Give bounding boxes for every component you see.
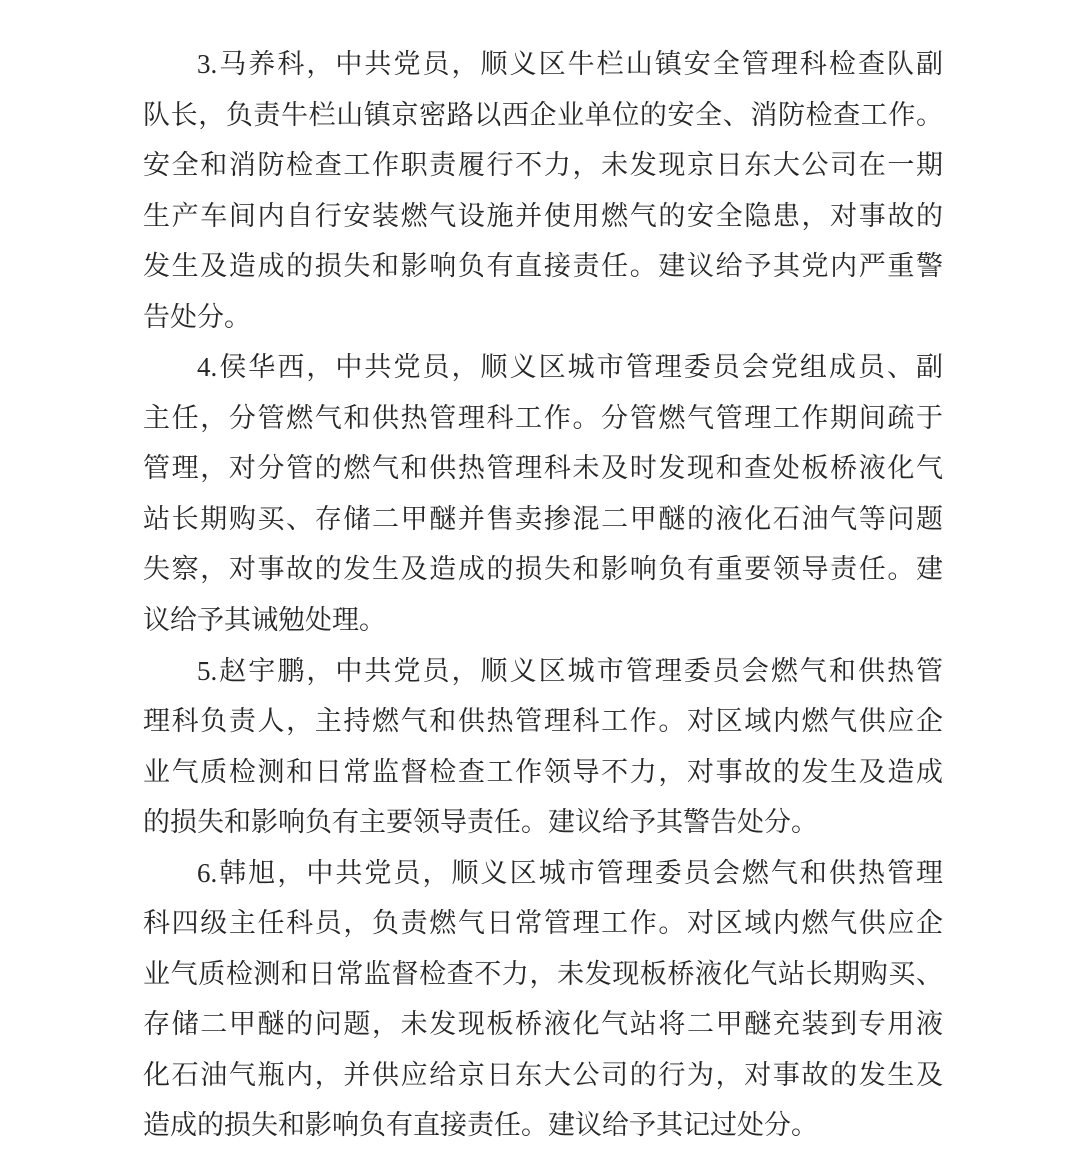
paragraph-4 bbox=[143, 342, 943, 645]
text-line: 科四级主任科员，负责燃气日常管理工作。对区域内燃气供应企 bbox=[143, 908, 943, 939]
text-line: 失察，对事故的发生及造成的损失和影响负有重要领导责任。建 bbox=[143, 554, 943, 585]
text-line: 队长，负责牛栏山镇京密路以西企业单位的安全、消防检查工作。 bbox=[143, 99, 943, 130]
text-line: 生产车间内自行安装燃气设施并使用燃气的安全隐患，对事故的 bbox=[143, 200, 943, 231]
text-line: 议给予其诫勉处理。 bbox=[143, 605, 386, 636]
text-line: 发生及造成的损失和影响负有直接责任。建议给予其党内严重警 bbox=[143, 251, 943, 282]
text-line: 化石油气瓶内，并供应给京日东大公司的行为，对事故的发生及 bbox=[143, 1059, 943, 1090]
text-line: 4.侯华西，中共党员，顺义区城市管理委员会党组成员、副 bbox=[197, 352, 943, 383]
text-line: 业气质检测和日常监督检查工作领导不力，对事故的发生及造成 bbox=[143, 756, 943, 787]
text-line: 造成的损失和影响负有直接责任。建议给予其记过处分。 bbox=[143, 1110, 818, 1141]
document-page bbox=[143, 39, 943, 1151]
text-line: 管理，对分管的燃气和供热管理科未及时发现和查处板桥液化气 bbox=[143, 453, 943, 484]
text-line: 告处分。 bbox=[143, 301, 251, 332]
text-line: 安全和消防检查工作职责履行不力，未发现京日东大公司在一期 bbox=[143, 150, 943, 181]
paragraph-5 bbox=[143, 646, 943, 848]
text-line: 业气质检测和日常监督检查不力，未发现板桥液化气站长期购买、 bbox=[143, 958, 943, 989]
text-line: 5.赵宇鹏，中共党员，顺义区城市管理委员会燃气和供热管 bbox=[197, 655, 943, 686]
text-line: 存储二甲醚的问题，未发现板桥液化气站将二甲醚充装到专用液 bbox=[143, 1009, 943, 1040]
paragraph-6 bbox=[143, 848, 943, 1151]
text-line: 的损失和影响负有主要领导责任。建议给予其警告处分。 bbox=[143, 807, 818, 838]
text-line: 3.马养科，中共党员，顺义区牛栏山镇安全管理科检查队副 bbox=[197, 49, 943, 79]
text-line: 理科负责人，主持燃气和供热管理科工作。对区域内燃气供应企 bbox=[143, 706, 943, 737]
text-line: 站长期购买、存储二甲醚并售卖掺混二甲醚的液化石油气等问题 bbox=[143, 503, 943, 534]
text-line: 主任，分管燃气和供热管理科工作。分管燃气管理工作期间疏于 bbox=[143, 402, 943, 433]
text-line: 6.韩旭，中共党员，顺义区城市管理委员会燃气和供热管理 bbox=[197, 857, 943, 888]
paragraph-3 bbox=[143, 39, 943, 342]
